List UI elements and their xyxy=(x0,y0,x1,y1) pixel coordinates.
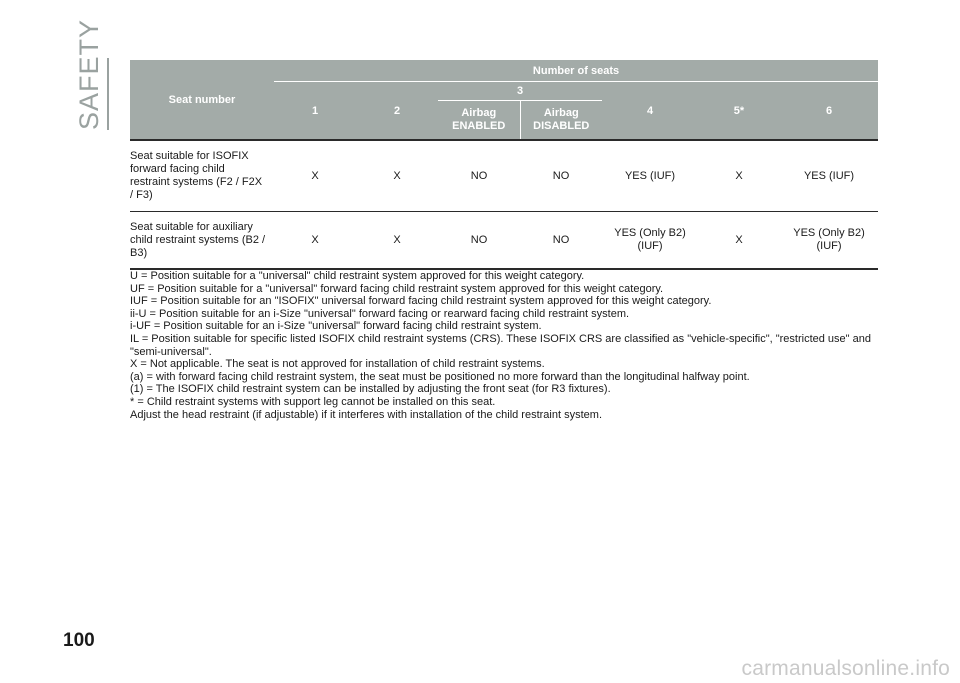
page-number: 100 xyxy=(63,630,95,651)
note-line: Adjust the head restraint (if adjustable) if it interferes with installation of the child restraint system. xyxy=(130,408,602,421)
table-cell: YES (Only B2) (IUF) xyxy=(780,212,878,270)
table-cell: X xyxy=(274,140,356,212)
table-cell: X xyxy=(698,212,780,270)
table-row xyxy=(130,140,878,212)
table-notes xyxy=(130,270,882,421)
seat-col-2-header: 2 xyxy=(356,82,438,141)
note-line: (a) = with forward facing child restraint system, the seat must be positioned no more forward than the longitudinal halfway point. xyxy=(130,370,750,383)
note-line: i-UF = Position suitable for an i-Size "universal" forward facing child restraint system. xyxy=(130,320,542,333)
seat-col-5-header: 5* xyxy=(698,82,780,141)
table-cell: YES (Only B2) (IUF) xyxy=(602,212,698,270)
table-row xyxy=(130,212,878,270)
row-label: Seat suitable for ISOFIX forward facing child restraint systems (F2 / F2X / F3) xyxy=(130,140,274,212)
airbag-disabled-header: Airbag DISABLED xyxy=(520,101,602,141)
section-title-text: SAFETY xyxy=(74,18,104,130)
table-cell: X xyxy=(356,140,438,212)
table-cell: NO xyxy=(438,140,520,212)
number-of-seats-header: Number of seats xyxy=(274,60,878,82)
isofix-seat-table xyxy=(130,60,878,270)
seat-col-4-header: 4 xyxy=(602,82,698,141)
note-line: (1) = The ISOFIX child restraint system can be installed by adjusting the front seat (for R3 fixtures). xyxy=(130,383,611,396)
seat-number-header: Seat number xyxy=(130,60,274,140)
note-line: ii-U = Position suitable for an i-Size "universal" forward facing or rearward facing child restraint system. xyxy=(130,307,630,320)
table-group-header-row xyxy=(130,60,878,82)
table-cell: X xyxy=(698,140,780,212)
table-cell: NO xyxy=(438,212,520,270)
section-title-rule xyxy=(107,58,109,130)
airbag-enabled-header: Airbag ENABLED xyxy=(438,101,520,141)
seat-col-1-header: 1 xyxy=(274,82,356,141)
note-line: X = Not applicable. The seat is not approved for installation of child restraint systems. xyxy=(130,358,545,371)
watermark: carmanualsonline.info xyxy=(741,657,950,680)
table-cell: YES (IUF) xyxy=(780,140,878,212)
note-line: U = Position suitable for a "universal" child restraint system approved for this weight category. xyxy=(130,270,585,282)
table-cell: NO xyxy=(520,212,602,270)
note-line: UF = Position suitable for a "universal" forward facing child restraint system approved for this weight category. xyxy=(130,282,664,295)
section-title xyxy=(62,18,122,130)
table-cell: X xyxy=(274,212,356,270)
seat-col-6-header: 6 xyxy=(780,82,878,141)
note-line: * = Child restraint systems with support leg cannot be installed on this seat. xyxy=(130,395,496,408)
row-label: Seat suitable for auxiliary child restraint systems (B2 / B3) xyxy=(130,212,274,270)
note-line: IUF = Position suitable for an "ISOFIX" universal forward facing child restraint system approved for this weight category. xyxy=(130,295,712,308)
seat-col-3-header: 3 xyxy=(438,82,602,101)
table-cell: X xyxy=(356,212,438,270)
table-cell: YES (IUF) xyxy=(602,140,698,212)
note-line: IL = Position suitable for specific listed ISOFIX child restraint systems (CRS). These ISOFIX CRS are classified as "vehicle-specific", "restricted use" and "semi-universal". xyxy=(130,332,871,358)
table-cell: NO xyxy=(520,140,602,212)
